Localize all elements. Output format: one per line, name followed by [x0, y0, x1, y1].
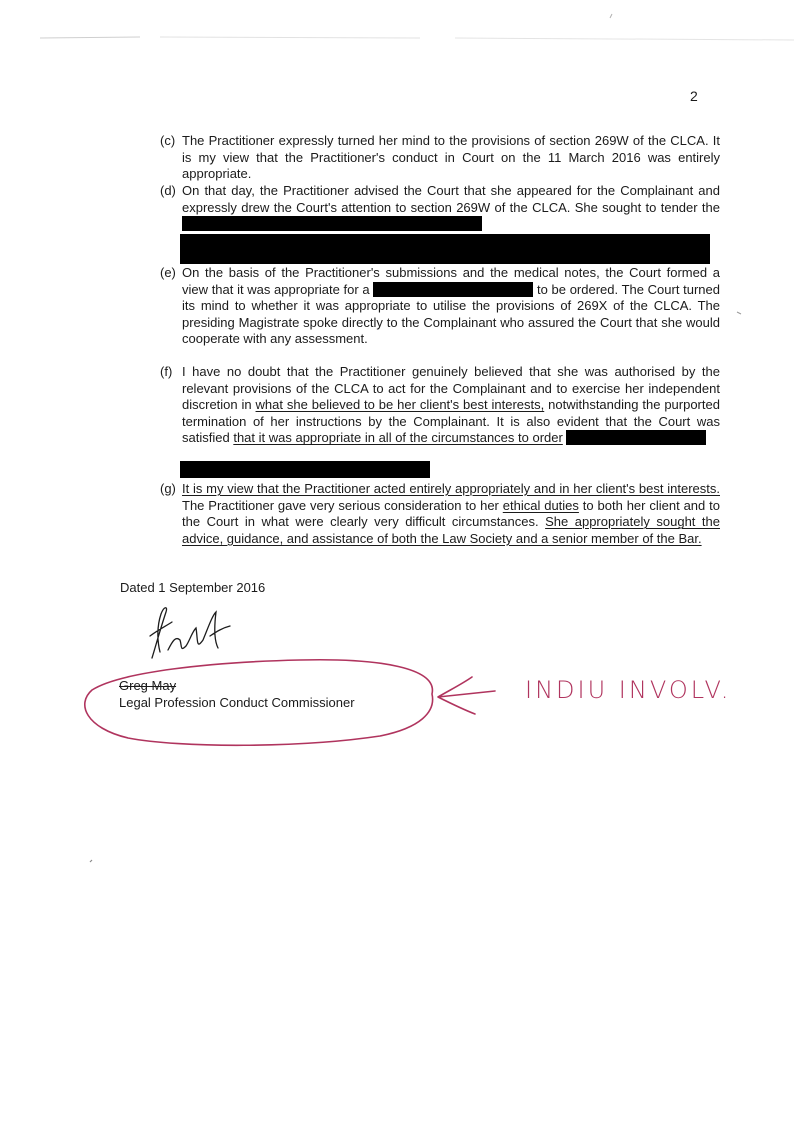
- signatory-name: Greg May: [119, 678, 177, 693]
- paragraph-text: to both her client and to the Court in what were clearly very difficult circumstances.: [182, 497, 720, 530]
- paragraph-label: (e): [160, 265, 176, 280]
- paragraph-text: The Practitioner gave very serious consideration to her: [182, 497, 499, 513]
- signatory-title: Legal Profession Conduct Commissioner: [119, 695, 355, 710]
- handwritten-note: INDIU INVOLV.: [525, 676, 732, 704]
- paragraph-text: The Practitioner expressly turned her mind to the provisions of section 269W of the CLCA. It is my view that the Practitioner's conduct in Court on the 11 March 2016 was entirely appropriate.: [182, 133, 720, 182]
- underlined-text: She appropriately sought the advice, guidance, and assistance of both the Law Society and a senior member of the Bar.: [182, 514, 720, 546]
- paragraph-text: notwithstanding the purported termination of her instructions by the Complainant. It is also evident that the Court was satisfied: [182, 397, 720, 446]
- paragraph-text: to be ordered. The Court turned its mind to whether it was appropriate to utilise the provisions of 269X of the CLCA. The presiding Magistrate spoke directly to the Complainant who assured the Court that she would cooperate with any assessment.: [182, 281, 720, 347]
- paragraph-label: (f): [160, 364, 173, 379]
- paragraph-text: On that day, the Practitioner advised the Court that she appeared for the Complainant and expressly drew the Court's attention to section 269W of the CLCA. She sought to tender the: [182, 183, 720, 215]
- paragraph-label: (d): [160, 183, 176, 198]
- underlined-text: what she believed to be her client's best interests,: [255, 397, 545, 413]
- underlined-text: It is my view that the Practitioner acted entirely appropriately and in her client's best interests.: [182, 481, 720, 496]
- paragraph-text: On the basis of the Practitioner's submissions and the medical notes, the Court formed a view that it was appropriate for a: [182, 265, 720, 297]
- paragraph-label: (c): [160, 133, 176, 148]
- page-number: 2: [690, 88, 698, 104]
- paragraph-label: (g): [160, 481, 176, 496]
- dated-line: Dated 1 September 2016: [120, 580, 266, 595]
- paragraph-text: I have no doubt that the Practitioner genuinely believed that she was authorised by the relevant provisions of the CLCA to act for the Complainant and to exercise her independent discretion in: [182, 364, 720, 413]
- underlined-text: that it was appropriate in all of the circumstances to order: [233, 430, 563, 446]
- underlined-text: ethical duties: [502, 497, 579, 513]
